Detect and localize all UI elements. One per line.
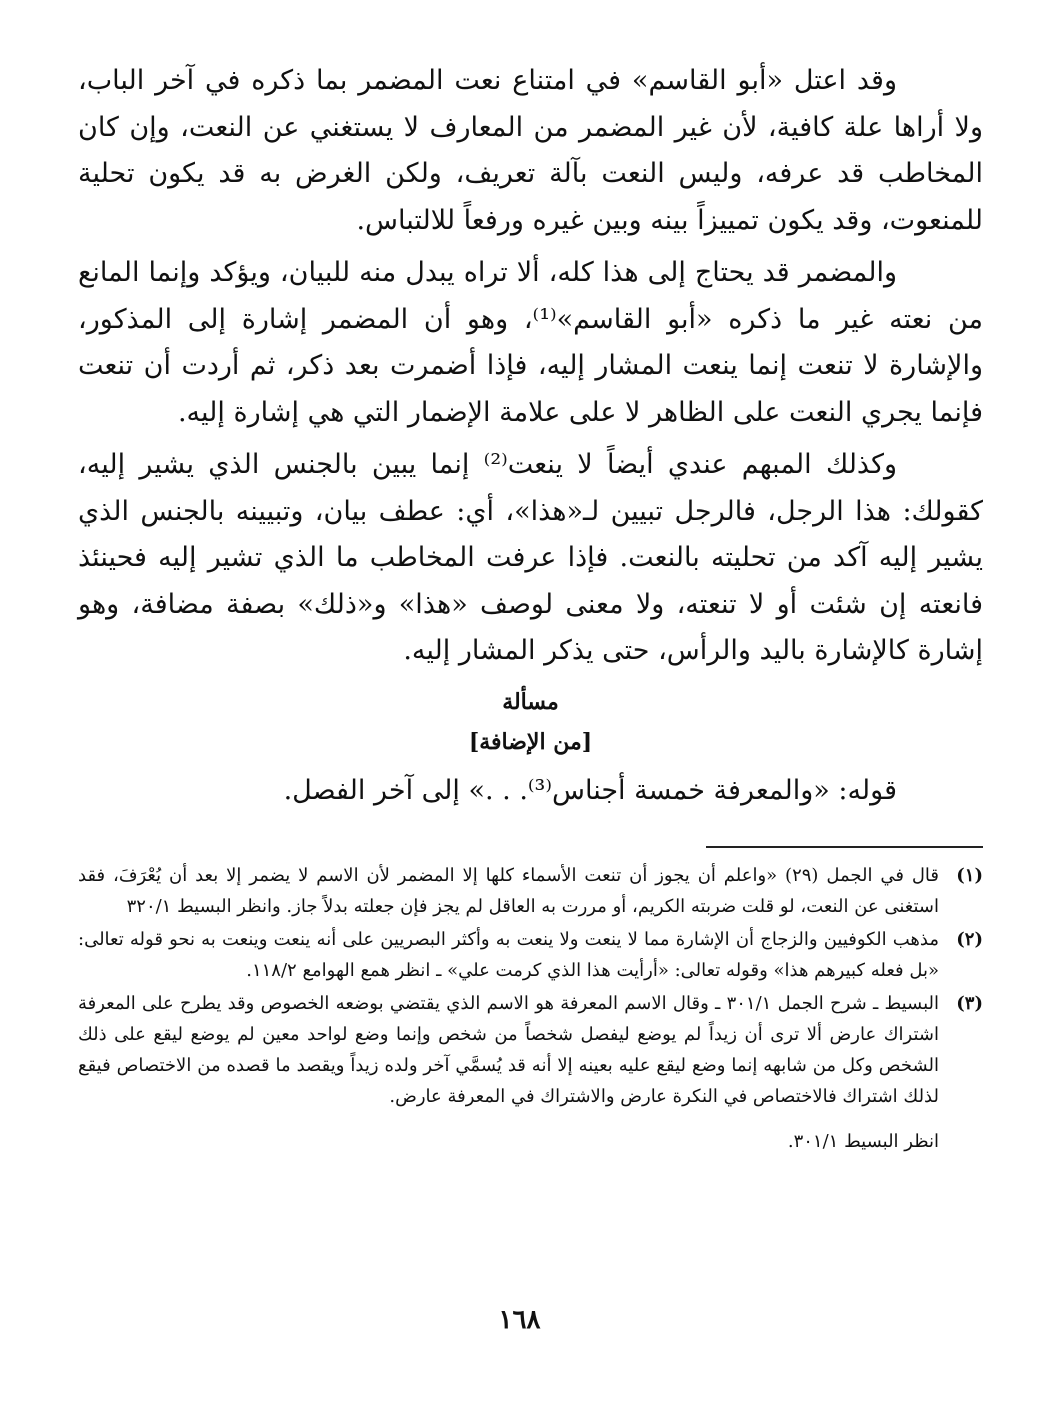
paragraph-3: وكذلك المبهم عندي أيضاً لا ينعت⁽²⁾ إنما يبين بالجنس الذي يشير إليه، كقولك: هذا الرجل، فالرجل تبيين لـ«هذا»، أي: عطف بيان، وتبيينه بالجنس الذي يشير إليه آكد من تحليته بالنعت. فإذا عرفت المخاطب ما الذي تشير إليه فحينئذ فانعته إن شئت أو لا تنعته، ولا معنى لوصف «هذا» و«ذلك» بصفة مضافة، وهو إشارة كالإشارة باليد والرأس، حتى يذكر المشار إليه. <box>78 449 984 666</box>
paragraph-2: والمضمر قد يحتاج إلى هذا كله، ألا تراه يبدل منه للبيان، ويؤكد وإنما المانع من نعته غير ما ذكره «أبو القاسم»⁽¹⁾، وهو أن المضمر إشارة إلى المذكور، والإشارة لا تنعت إنما ينعت المشار إليه، فإذا أضمرت بعد ذكر، ثم أردت أن تنعت فإنما يجري النعت على الظاهر لا على علامة الإضمار التي هي إشارة إليه. <box>78 257 983 428</box>
footnotes <box>78 860 983 1157</box>
footnote-text: قال في الجمل (٢٩) «واعلم أن يجوز أن تنعت الأسماء كلها إلا المضمر لأن الاسم لا يضمر إلا بعد أن يُعْرَفَ، فقد استغنى عن النعت، لو قلت ضربته الكريم، أو مررت به العاقل لم يجز فإن جعلته بدلاً جاز. وانظر البسيط ٣٢٠/١ <box>78 865 939 917</box>
footnote-reference: انظر البسيط ٣٠١/١. <box>787 1131 939 1152</box>
footnote-marker: (٣) <box>956 993 983 1014</box>
paragraph-1: وقد اعتل «أبو القاسم» في امتناع نعت المضمر بما ذكره في آخر الباب، ولا أراها علة كافية، لأن غير المضمر من المعارف لا يستغني عن النعت، وإن كان المخاطب قد عرفه، وليس النعت بآلة تعريف، ولكن الغرض به قد يكون تحلية للمنعوت، وقد يكون تمييزاً بينه وبين غيره ورفعاً للالتباس. <box>78 65 983 236</box>
page-number: ١٦٨ <box>498 1305 541 1335</box>
section-subheading: [من الإضافة] <box>468 728 593 755</box>
footnote-separator <box>706 846 983 848</box>
quoted-line: قوله: «والمعرفة خمسة أجناس⁽³⁾. . .» إلى آخر الفصل. <box>283 774 897 806</box>
footnote-1 <box>78 860 983 922</box>
section-heading: مسألة <box>502 688 559 715</box>
main-text <box>78 58 983 811</box>
footnote-text: مذهب الكوفيين والزجاج أن الإشارة مما لا ينعت ولا ينعت به وأكثر البصريين على أنه ينعت وينعت به نحو قوله تعالى: «بل فعله كبيرهم هذا» وقوله تعالى: «أرأيت هذا الذي كرمت علي» ـ انظر همع الهوامع ١١٨/٢. <box>78 929 939 981</box>
footnote-marker: (١) <box>956 865 983 886</box>
footnote-marker: (٢) <box>956 929 983 950</box>
footnote-text: البسيط ـ شرح الجمل ٣٠١/١ ـ وقال الاسم المعرفة هو الاسم الذي يقتضي بوضعه الخصوص وقد يطرح على المعرفة اشتراك عارض ألا ترى أن زيداً لم يوضع ليفصل شخصاً من شخص وإنما وضع لواحد معين لم يوضع ليقع على ذلك الشخص وكل من شابهه إنما وضع ليقع عليه بعينه إلا أنه قد يُسمَّي آخر ولده زيداً ويقصد ما قصده من الاختصاص فيقع لذلك اشتراك فالاختصاص في النكرة عارض والاشتراك في المعرفة عارض. <box>78 993 939 1107</box>
footnote-3 <box>78 988 983 1112</box>
footnote-2 <box>78 924 983 986</box>
